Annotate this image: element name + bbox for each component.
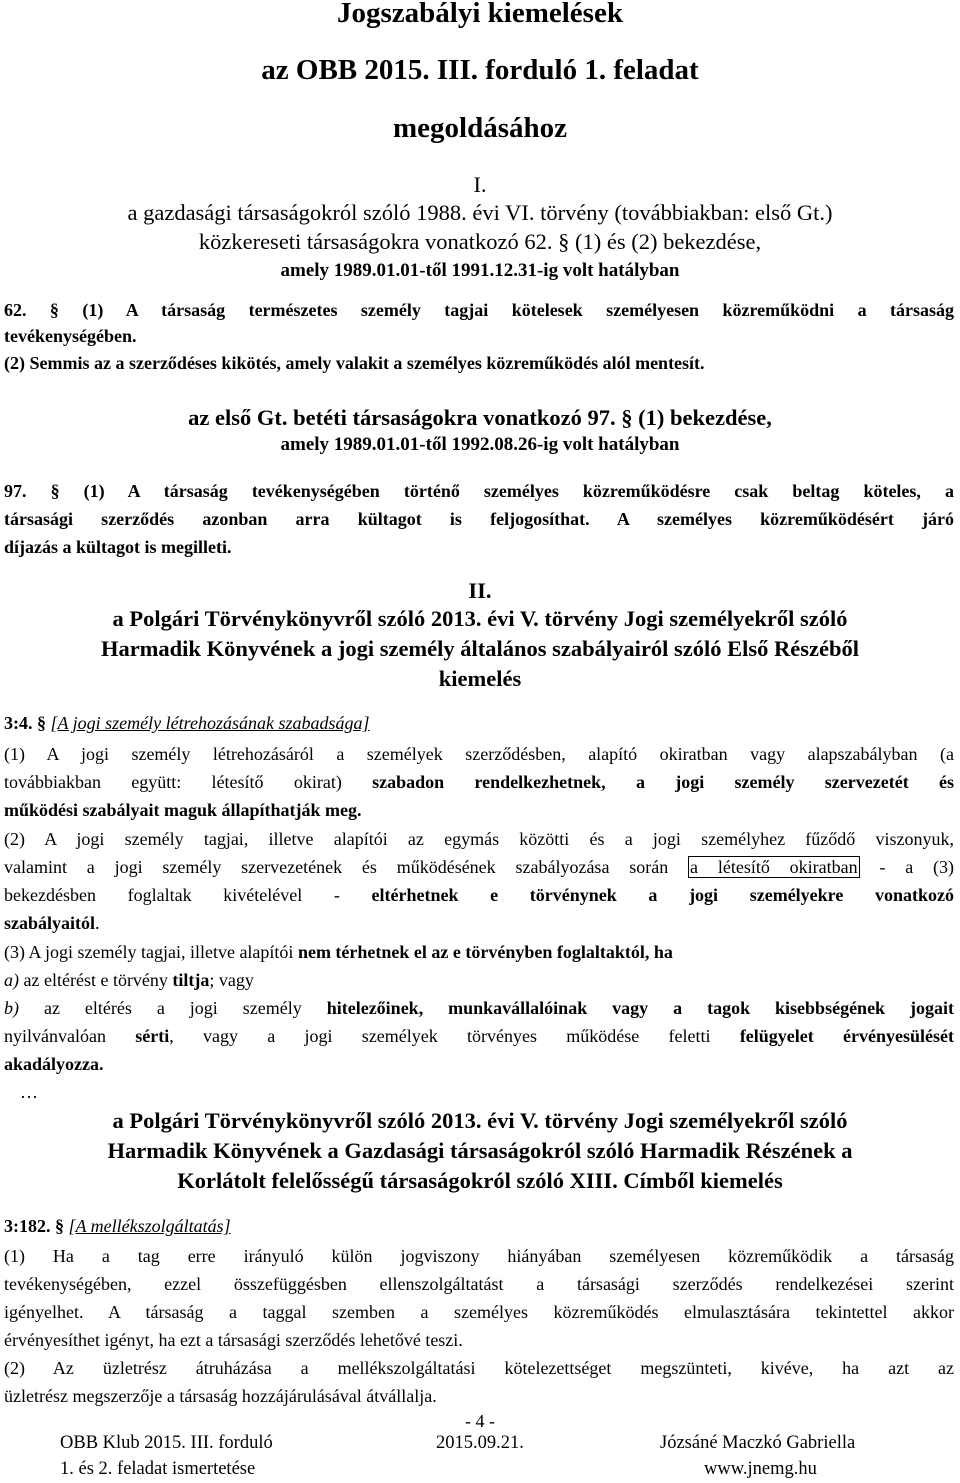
footer-date: 2015.09.21. [436, 1433, 524, 1453]
paragraph-3-182-2: (2) Az üzletrész átruházása a mellékszolgáltatási kötelezettséget megszünteti, kivéve, ha azt az [4, 1358, 954, 1378]
footer-author: Józsáné Maczkó Gabriella [660, 1433, 856, 1453]
article-title: [A mellékszolgáltatás] [68, 1216, 231, 1236]
article-3-4-heading [4, 713, 954, 734]
highlighted-phrase: a létesítő okiratban [690, 857, 858, 877]
paragraph-3-4-3-end: akadályozza. [4, 1054, 104, 1074]
section-1-heading: a gazdasági társaságokról szóló 1988. évi VI. törvény (továbbiakban: első Gt.) [127, 200, 833, 225]
paragraph-62-1-cont: tevékenységében. [4, 326, 137, 346]
paragraph-3-182-1-end: érvényesíthet igényt, ha ezt a társasági szerződés lehetővé teszi. [4, 1330, 463, 1350]
paragraph-3-4-3-b: b) az eltérés a jogi személy hitelezőinek, munkavállalóinak vagy a tagok kisebbségének jogait [4, 998, 955, 1018]
paragraph-3-4-3: (3) A jogi személy tagjai, illetve alapítói nem térhetnek el az e törvényben foglaltaktól, ha [4, 942, 673, 962]
article-number: 3:4. § [4, 713, 46, 733]
paragraph-3-4-2-end: szabályaitól. [4, 913, 100, 933]
document-subtitle: az OBB 2015. III. forduló 1. feladat [261, 54, 699, 86]
page-number: - 4 - [465, 1411, 495, 1431]
paragraph-3-4-3-a: a) az eltérést e törvény tiltja; vagy [4, 970, 254, 990]
document-subtitle-2: megoldásához [393, 112, 567, 144]
section-2-heading: a Polgári Törvénykönyvről szóló 2013. évi V. törvény Jogi személyekről szóló [112, 606, 848, 631]
paragraph-3-4-1-cont: továbbiakban együtt: létesítő okirat) szabadon rendelkezhetnek, a jogi személy szervezetét és [4, 772, 955, 792]
paragraph-97-1: 97. § (1) A társaság tevékenységében történő személyes közreműködésre csak beltag köteles, a [4, 481, 954, 501]
section-1-heading-2: közkereseti társaságokra vonatkozó 62. § (1) és (2) bekezdése, [198, 229, 762, 254]
article-3-182-heading [4, 1216, 954, 1237]
paragraph-3-182-2-end: üzletrész megszerzője a társaság hozzájárulásával átvállalja. [4, 1386, 437, 1406]
footer-left-line-2: 1. és 2. feladat ismertetése [60, 1459, 256, 1479]
section-1-numeral: I. [473, 172, 487, 197]
ellipsis: … [20, 1082, 38, 1102]
paragraph-3-182-1-cont: tevékenységében, ezzel összefüggésben ellenszolgáltatást a társasági szerződés rendelkezései szerint [4, 1274, 954, 1294]
section-3-heading: a Polgári Törvénykönyvről szóló 2013. évi V. törvény Jogi személyekről szóló [112, 1108, 848, 1133]
paragraph-3-4-2-cont: valamint a jogi személy szervezetének és működésének szabályozása során a létesítő okiratban - a (3) [4, 857, 955, 877]
subsection-heading-2: amely 1989.01.01-től 1992.08.26-ig volt hatályban [280, 434, 680, 455]
section-3-heading-2: Harmadik Könyvének a Gazdasági társaságokról szóló Harmadik Részének a [107, 1138, 853, 1163]
paragraph-3-4-2: (2) A jogi személy tagjai, illetve alapítói az egymás közötti és a jogi személyhez fűződő viszonyuk, [4, 829, 954, 849]
footer-left-line-1: OBB Klub 2015. III. forduló [60, 1433, 273, 1453]
paragraph-3-4-1-end: működési szabályait maguk állapíthatják meg. [4, 800, 362, 820]
footer-website: www.jnemg.hu [704, 1459, 817, 1479]
paragraph-3-4-1: (1) A jogi személy létrehozásáról a személyek szerződésben, alapító okiratban vagy alapszabályban (a [4, 744, 954, 764]
paragraph-62-2: (2) Semmis az a szerződéses kikötés, amely valakit a személyes közreműködés alól mentesít. [4, 353, 705, 373]
section-1-heading-3: amely 1989.01.01-től 1991.12.31-ig volt hatályban [280, 260, 680, 281]
paragraph-97-1-end: díjazás a kültagot is megilleti. [4, 537, 232, 557]
section-2-heading-2: Harmadik Könyvének a jogi személy általános szabályairól szóló Első Részéből [100, 636, 860, 661]
paragraph-3-4-3-b-cont: nyilvánvalóan sérti, vagy a jogi személyek törvényes működése feletti felügyelet érvényesülését [4, 1026, 955, 1046]
paragraph-97-1-cont: társasági szerződés azonban arra kültagot is feljogosíthat. A személyes közreműködésért járó [4, 509, 954, 529]
paragraph-3-182-1-cont-2: igényelhet. A társaság a taggal szemben a személyes közreműködés elmulasztására tekintettel akkor [4, 1302, 954, 1322]
paragraph-3-4-2-cont-2: bekezdésben foglaltak kivételével - eltérhetnek e törvénynek a jogi személyekre vonatkozó [4, 885, 954, 905]
article-number: 3:182. § [4, 1216, 64, 1236]
article-title: [A jogi személy létrehozásának szabadsága] [50, 713, 370, 733]
section-3-heading-3: Korlátolt felelősségű társaságokról szóló XIII. Címből kiemelés [177, 1168, 783, 1193]
section-2-heading-3: kiemelés [438, 666, 522, 691]
subsection-heading: az első Gt. betéti társaságokra vonatkozó 97. § (1) bekezdése, [188, 405, 772, 430]
document-title: Jogszabályi kiemelések [337, 0, 623, 29]
paragraph-3-182-1: (1) Ha a tag erre irányuló külön jogviszony hiányában személyesen közreműködik a társaság [4, 1246, 954, 1266]
paragraph-62-1: 62. § (1) A társaság természetes személy tagjai kötelesek személyesen közreműködni a társaság [4, 300, 954, 320]
section-2-numeral: II. [468, 578, 492, 603]
